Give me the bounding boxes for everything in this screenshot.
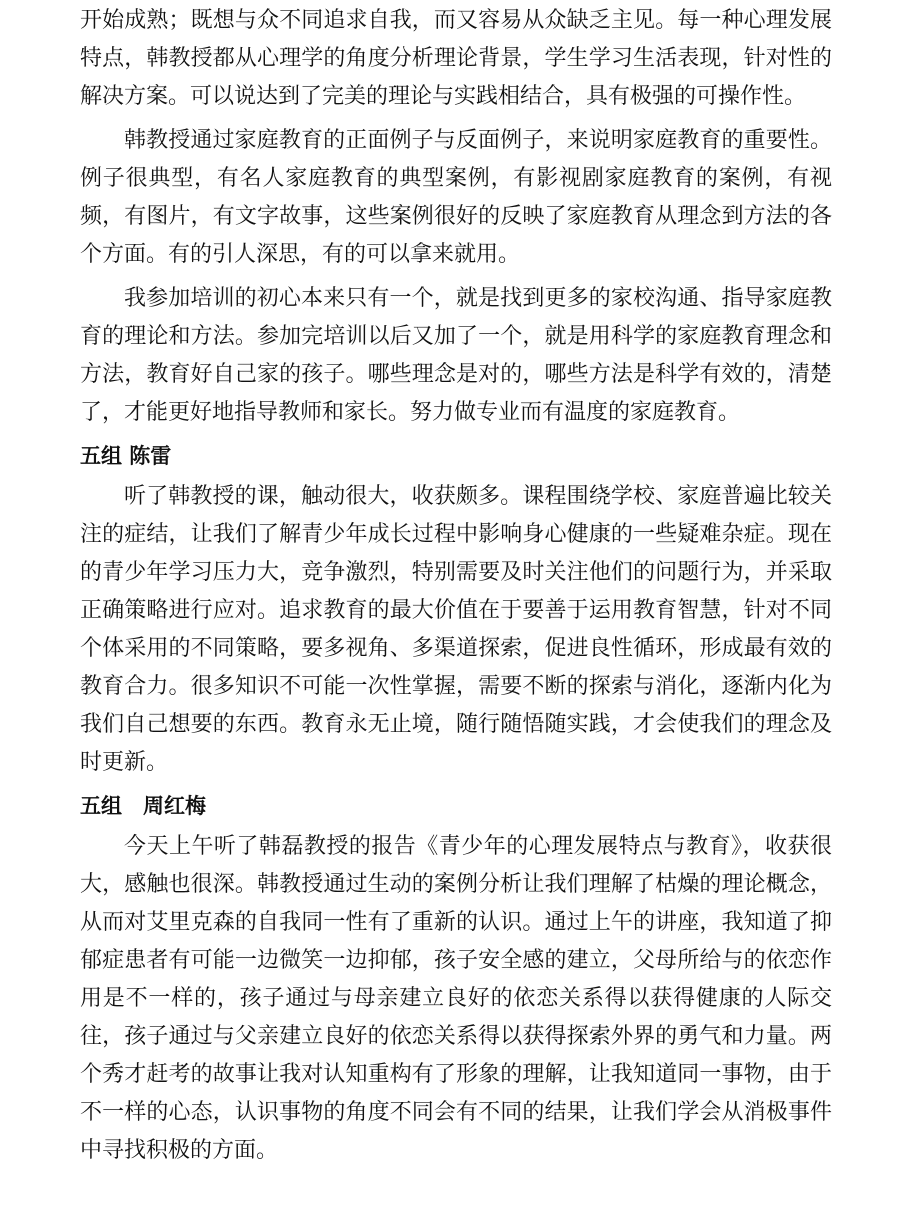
document-page bbox=[80, 0, 832, 1170]
paragraph-chenlei: 听了韩教授的课，触动很大，收获颇多。课程围绕学校、家庭普遍比较关注的症结，让我们了解青少年成长过程中影响身心健康的一些疑难杂症。现在的青少年学习压力大，竞争激烈，特别需要及时关注他们的问题行为，并采取正确策略进行应对。追求教育的最大价值在于要善于运用教育智慧，针对不同个体采用的不同策略，要多视角、多渠道探索，促进良性循环，形成最有效的教育合力。很多知识不可能一次性掌握，需要不断的探索与消化，逐渐内化为我们自己想要的东西。教育永无止境，随行随悟随实践，才会使我们的理念及时更新。 bbox=[80, 484, 832, 775]
paragraph-family-education-examples: 韩教授通过家庭教育的正面例子与反面例子，来说明家庭教育的重要性。例子很典型，有名人家庭教育的典型案例，有影视剧家庭教育的案例，有视频，有图片，有文字故事，这些案例很好的反映了家庭教育从理念到方法的各个方面。有的引人深思，有的可以拿来就用。 bbox=[80, 128, 832, 267]
paragraph-continued: 开始成熟；既想与众不同追求自我，而又容易从众缺乏主见。每一种心理发展特点，韩教授都从心理学的角度分析理论背景，学生学习生活表现，针对性的解决方案。可以说达到了完美的理论与实践相结合，具有极强的可操作性。 bbox=[80, 8, 832, 109]
section-heading-zhouhongmei: 五组 周红梅 bbox=[80, 794, 206, 818]
section-heading-chenlei: 五组 陈雷 bbox=[80, 444, 172, 468]
paragraph-zhouhongmei: 今天上午听了韩磊教授的报告《青少年的心理发展特点与教育》，收获很大，感触也很深。韩教授通过生动的案例分析让我们理解了枯燥的理论概念，从而对艾里克森的自我同一性有了重新的认识。通过上午的讲座，我知道了抑郁症患者有可能一边微笑一边抑郁，孩子安全感的建立，父母所给与的依恋作用是不一样的，孩子通过与母亲建立良好的依恋关系得以获得健康的人际交往，孩子通过与父亲建立良好的依恋关系得以获得探索外界的勇气和力量。两个秀才赶考的故事让我对认知重构有了形象的理解，让我知道同一事物，由于不一样的心态，认识事物的角度不同会有不同的结果，让我们学会从消极事件中寻找积极的方面。 bbox=[80, 834, 832, 1163]
paragraph-training-goal: 我参加培训的初心本来只有一个，就是找到更多的家校沟通、指导家庭教育的理论和方法。参加完培训以后又加了一个，就是用科学的家庭教育理念和方法，教育好自己家的孩子。哪些理念是对的，哪些方法是科学有效的，清楚了，才能更好地指导教师和家长。努力做专业而有温度的家庭教育。 bbox=[80, 286, 832, 425]
